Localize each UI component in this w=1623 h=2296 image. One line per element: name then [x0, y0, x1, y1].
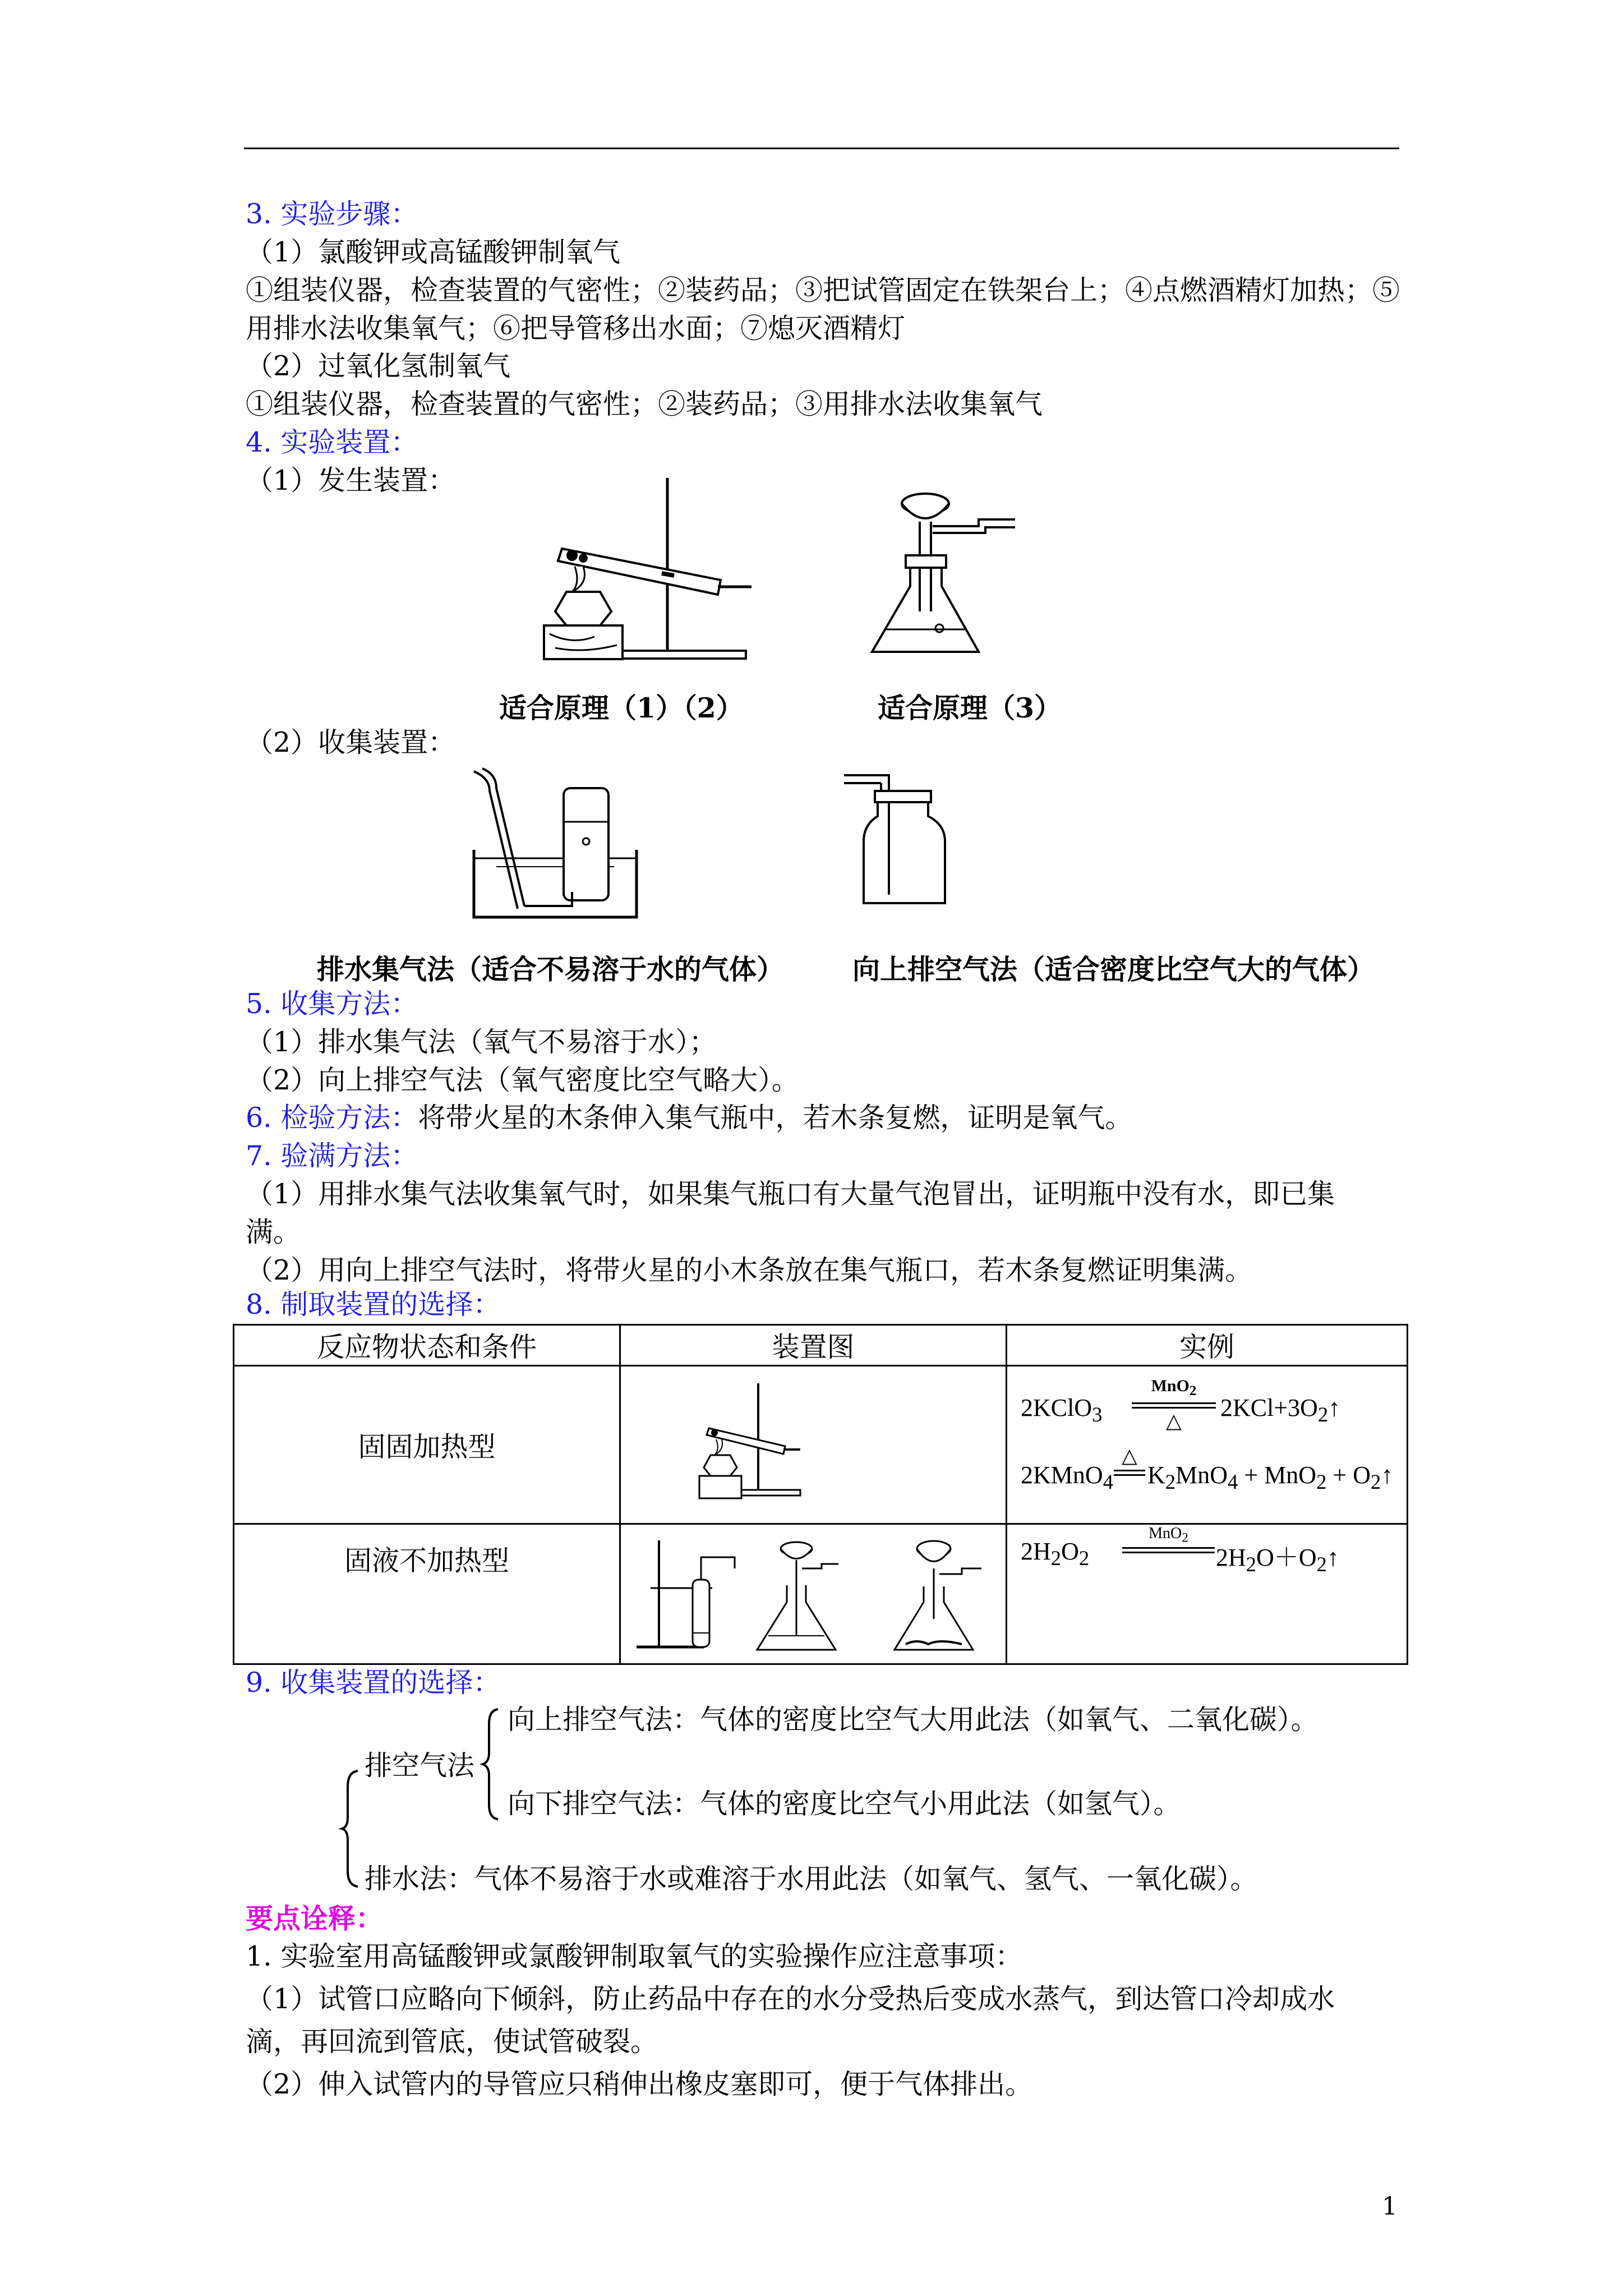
caption-principle-3: 适合原理（3）: [878, 692, 1062, 724]
s7-l2: （2）用向上排空气法时，将带火星的小木条放在集气瓶口，若木条复燃证明集满。: [246, 1254, 1253, 1286]
s3-p1a: ①组装仪器，检查装置的气密性；②装药品；③把试管固定在铁架台上；④点燃酒精灯加热；⑤: [246, 274, 1400, 306]
eq2-product-mno-sub: 4: [1228, 1470, 1238, 1493]
notes-heading: 要点诠释：: [246, 1902, 384, 1935]
eq2-reactant-sub: 4: [1103, 1470, 1114, 1493]
eq1-catalyst: [1132, 1377, 1216, 1399]
equation-kmno4: [1021, 1461, 1113, 1494]
section-5-heading: 5. 收集方法：: [246, 988, 418, 1020]
eq1-heat-symbol: △: [1166, 1410, 1182, 1432]
eq2-product-k-sub: 2: [1165, 1470, 1176, 1493]
eq2-product-mno2-sub: 2: [1316, 1470, 1327, 1493]
table-cell-figure: [620, 1366, 1007, 1524]
water-collection-figure: [474, 766, 642, 923]
section-9-heading: 9. 收集装置的选择：: [246, 1667, 501, 1699]
eq3-catalyst-sub: 2: [1182, 1530, 1188, 1545]
gas-arrow: ↑: [1328, 1394, 1341, 1421]
eq2-product-mno2: + MnO: [1238, 1461, 1317, 1489]
eq1-arrow-line-2: [1132, 1407, 1216, 1409]
table-row: [234, 1366, 1408, 1524]
header-rule: [244, 148, 1399, 149]
apparatus-selection-table: [233, 1324, 1408, 1665]
equation-h2o2: [1021, 1537, 1089, 1570]
notes-l2b: 滴，再回流到管底，使试管破裂。: [246, 2026, 658, 2058]
brace-outer: [341, 1770, 363, 1888]
section-6-heading: 6. 检验方法：: [246, 1102, 418, 1134]
s7-l1b: 满。: [246, 1216, 301, 1248]
eq2-product-o2-sub: 2: [1370, 1470, 1381, 1493]
eq2-equals-line-2: [1114, 1474, 1145, 1476]
eq1-catalyst-sub: 2: [1189, 1383, 1197, 1398]
notes-l2a: （1）试管口应略向下倾斜，防止药品中存在的水分受热后变成水蒸气，到达管口冷却成水: [246, 1983, 1335, 2015]
s3-p2: （2）过氧化氢制氧气: [246, 350, 511, 382]
section-8-heading: 8. 制取装置的选择：: [246, 1289, 501, 1320]
s7-l1a: （1）用排水集气法收集氧气时，如果集气瓶口有大量气泡冒出，证明瓶中没有水，即已集: [246, 1178, 1335, 1210]
page-number: 1: [1382, 2192, 1398, 2221]
table-header-cell: 实例: [1007, 1325, 1408, 1366]
table-cell-examples: [1007, 1524, 1408, 1664]
equation-kclo3-products: [1220, 1393, 1340, 1427]
s3-p1: （1）氯酸钾或高锰酸钾制氧气: [246, 236, 621, 268]
eq3-reactant-o: O: [1061, 1538, 1079, 1565]
eq3-reactant-h-sub: 2: [1050, 1546, 1062, 1570]
eq3-reactant-o-sub: 2: [1078, 1546, 1090, 1570]
brace-inner: [481, 1708, 504, 1820]
eq3-catalyst-text: MnO: [1149, 1525, 1182, 1542]
caption-principle-1-2: 适合原理（1）（2）: [499, 692, 744, 724]
eq1-catalyst-text: MnO: [1151, 1377, 1189, 1395]
section-3-heading: 3. 实验步骤：: [246, 198, 418, 230]
equation-kclo3: [1021, 1393, 1102, 1427]
eq2-product-o2: + O: [1326, 1461, 1371, 1489]
table-cell-examples: [1007, 1366, 1408, 1524]
caption-upward-air: 向上排空气法（适合密度比空气大的气体）: [852, 953, 1375, 986]
table-cell-type: 固固加热型: [234, 1366, 620, 1524]
s9-water: 排水法：气体不易溶于水或难溶于水用此法（如氧气、氢气、一氧化碳）。: [365, 1863, 1258, 1895]
s5-l1: （1）排水集气法（氧气不易溶于水）；: [246, 1026, 717, 1058]
s6-text: 将带火星的木条伸入集气瓶中，若木条复燃，证明是氧气。: [418, 1102, 1133, 1134]
eq3-equals-line: [1122, 1547, 1215, 1549]
s4-gen-label: （1）发生装置：: [246, 464, 456, 496]
eq2-product-mno: MnO: [1175, 1461, 1228, 1489]
solid-liquid-apparatus-figure: [637, 1535, 995, 1655]
group-air-displacement: 排空气法: [365, 1750, 475, 1782]
heating-apparatus-figure: [527, 477, 763, 662]
table-row: [234, 1524, 1408, 1664]
equation-kmno4-products: [1147, 1461, 1393, 1494]
eq1-reactant: 2KClO: [1021, 1394, 1092, 1421]
table-header-cell: 反应物状态和条件: [234, 1325, 620, 1366]
equation-h2o2-products: [1216, 1537, 1339, 1576]
gas-bottle-figure: [844, 769, 956, 909]
table-cell-figure: [620, 1524, 1007, 1664]
eq2-product-k: K: [1147, 1461, 1165, 1489]
table-header-row: [234, 1325, 1408, 1366]
section-4-heading: 4. 实验装置：: [246, 426, 418, 458]
section-7-heading: 7. 验满方法：: [246, 1140, 418, 1172]
eq2-heat-symbol: △: [1122, 1444, 1137, 1467]
s9-down: 向下排空气法：气体的密度比空气小用此法（如氢气）。: [508, 1788, 1181, 1820]
notes-l1: 1. 实验室用高锰酸钾或氯酸钾制取氧气的实验操作应注意事项：: [246, 1940, 1023, 1972]
eq1-product: 2KCl+3O: [1220, 1394, 1318, 1421]
eq3-product-h: 2H: [1216, 1544, 1246, 1571]
s3-p2a: ①组装仪器，检查装置的气密性；②装药品；③用排水法收集氧气: [246, 388, 1043, 420]
eq2-equals-line: [1114, 1470, 1145, 1471]
s3-p1b: 用排水法收集氧气；⑥把导管移出水面；⑦熄灭酒精灯: [246, 312, 906, 344]
s4-collect-label: （2）收集装置：: [246, 726, 456, 758]
notes-l3: （2）伸入试管内的导管应只稍伸出橡皮塞即可，便于气体排出。: [246, 2068, 1033, 2100]
s9-up: 向上排空气法：气体的密度比空气大用此法（如氧气、二氧化碳）。: [508, 1704, 1318, 1736]
gas-arrow: ↑: [1381, 1461, 1394, 1489]
caption-water-collection: 排水集气法（适合不易溶于水的气体）: [317, 953, 785, 986]
eq3-equals-line-2: [1122, 1552, 1215, 1553]
eq1-product-sub: 2: [1317, 1402, 1329, 1426]
table-header-cell: 装置图: [620, 1325, 1007, 1366]
flask-apparatus-figure: [866, 488, 1029, 656]
s5-l2: （2）向上排空气法（氧气密度比空气略大）。: [246, 1064, 799, 1096]
eq3-reactant-h: 2H: [1021, 1538, 1051, 1565]
eq3-product-h-sub: 2: [1246, 1552, 1257, 1576]
eq1-reactant-sub: 3: [1092, 1402, 1103, 1426]
heating-apparatus-small-figure: [691, 1383, 803, 1501]
eq3-catalyst: [1122, 1525, 1215, 1546]
table-cell-type: 固液不加热型: [234, 1524, 620, 1664]
eq2-reactant: 2KMnO: [1021, 1461, 1103, 1489]
eq1-arrow-line: [1132, 1402, 1216, 1404]
gas-arrow: ↑: [1327, 1544, 1339, 1571]
eq3-product-o2-sub: 2: [1316, 1552, 1327, 1576]
s6-line: [246, 1101, 1132, 1135]
eq3-product-o2: O＋O: [1256, 1544, 1317, 1571]
